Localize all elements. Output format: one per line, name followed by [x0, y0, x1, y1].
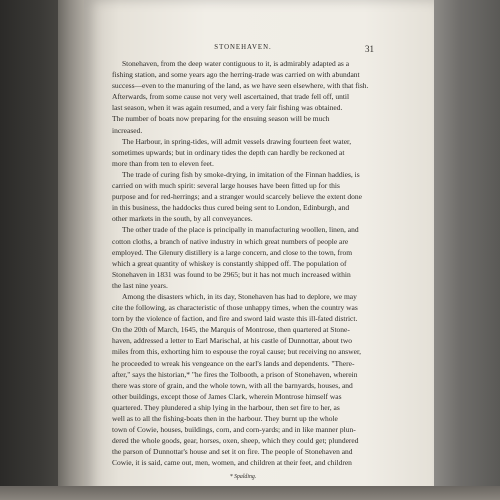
- text-line: torn by the violence of faction, and fire and sword laid waste this ill-fated district.: [112, 314, 358, 324]
- page-stack-edge: [434, 0, 500, 500]
- text-line: after," says the historian,* "he fires the Tolbooth, a prison of Stonehaven, wherein: [112, 369, 358, 379]
- text-line: Afterwards, from some cause not very well ascertained, that trade fell off, until: [112, 92, 350, 102]
- text-line: cite the following, as characteristic of those unhappy times, when the country was: [112, 303, 358, 313]
- background-shadow: [0, 0, 66, 500]
- text-line: sometimes upwards; but in ordinary tides the depth can hardly be reckoned at: [112, 147, 345, 157]
- text-line: miles from this, exhorting him to espouse the royal cause; but receiving no answer,: [112, 347, 362, 357]
- text-line: Stonehaven in 1831 was found to be 2965; but it has not much increased within: [112, 269, 351, 279]
- text-line: haven, addressed a letter to Earl Marischal, at his castle of Dunnottar, about two: [112, 336, 353, 346]
- text-line: he proceeded to wreak his vengeance on the earl's lands and dependents. "There-: [112, 358, 355, 368]
- footnote: * Spalding.: [229, 474, 257, 480]
- text-line: last season, when it was again resumed, and a very fair fishing was obtained.: [112, 103, 343, 113]
- running-head: STONEHAVEN.: [214, 44, 272, 51]
- text-line: town of Cowie, houses, buildings, corn, and corn-yards; and in like manner plun-: [112, 425, 356, 435]
- text-line: fishing station, and some years ago the herring-trade was carried on with abundant: [112, 70, 360, 80]
- text-line: other buildings, except those of James Clark, wherein Montrose himself was: [112, 391, 342, 401]
- text-line: quartered. They plundered a ship lying in the harbour, then set fire to her, as: [112, 402, 340, 412]
- page-number: 31: [365, 44, 374, 54]
- page-header: [112, 44, 374, 58]
- text-line: The number of boats now preparing for the ensuing season will be much: [112, 114, 330, 124]
- text-line: employed. The Glenury distillery is a large concern, and close to the town, from: [112, 247, 353, 257]
- text-line: success—even to the manuring of the land, as we have seen elsewhere, with that fish.: [112, 81, 369, 91]
- text-line: Among the disasters which, in its day, Stonehaven has had to deplore, we may: [122, 291, 357, 301]
- text-line: dered the whole goods, gear, horses, oxen, sheep, which they could get; plundered: [112, 436, 359, 446]
- text-line: carried on with much spirit: several large houses have been fitted up for this: [112, 181, 340, 191]
- text-line: cotton cloths, a branch of native industry in which great numbers of people are: [112, 236, 349, 246]
- text-line: other markets in the south, by all conveyances.: [112, 214, 253, 224]
- table-surface: [0, 486, 500, 500]
- text-line: the last nine years.: [112, 280, 168, 290]
- text-line: more than from ten to eleven feet.: [112, 158, 214, 168]
- text-line: Cowie, it is said, came out, men, women, and children at their feet, and children: [112, 458, 352, 468]
- body-text: [112, 58, 374, 468]
- text-line: The trade of curing fish by smoke-drying, in imitation of the Finnan haddies, is: [122, 169, 360, 179]
- text-line: On the 20th of March, 1645, the Marquis of Montrose, then quartered at Stone-: [112, 325, 350, 335]
- text-line: there was store of grain, and the whole town, with all the barnyards, houses, and: [112, 380, 353, 390]
- text-line: The other trade of the place is principally in manufacturing woollen, linen, and: [122, 225, 359, 235]
- text-line: purpose and for red-herrings; and a stranger would scarcely believe the extent done: [112, 192, 362, 202]
- text-line: increased.: [112, 125, 143, 135]
- text-line: The Harbour, in spring-tides, will admit vessels drawing fourteen feet water,: [122, 136, 352, 146]
- text-line: well as to all the fishing-boats then in the harbour. They burnt up the whole: [112, 414, 338, 423]
- text-line: the parson of Dunnottar's house and set it on fire. The people of Stonehaven and: [112, 447, 353, 457]
- text-line: in this business, the haddocks thus cured being sent to London, Edinburgh, and: [112, 203, 350, 213]
- text-line: which a great quantity of whiskey is constantly shipped off. The population of: [112, 258, 347, 268]
- text-line: Stonehaven, from the deep water contiguous to it, is admirably adapted as a: [122, 59, 350, 68]
